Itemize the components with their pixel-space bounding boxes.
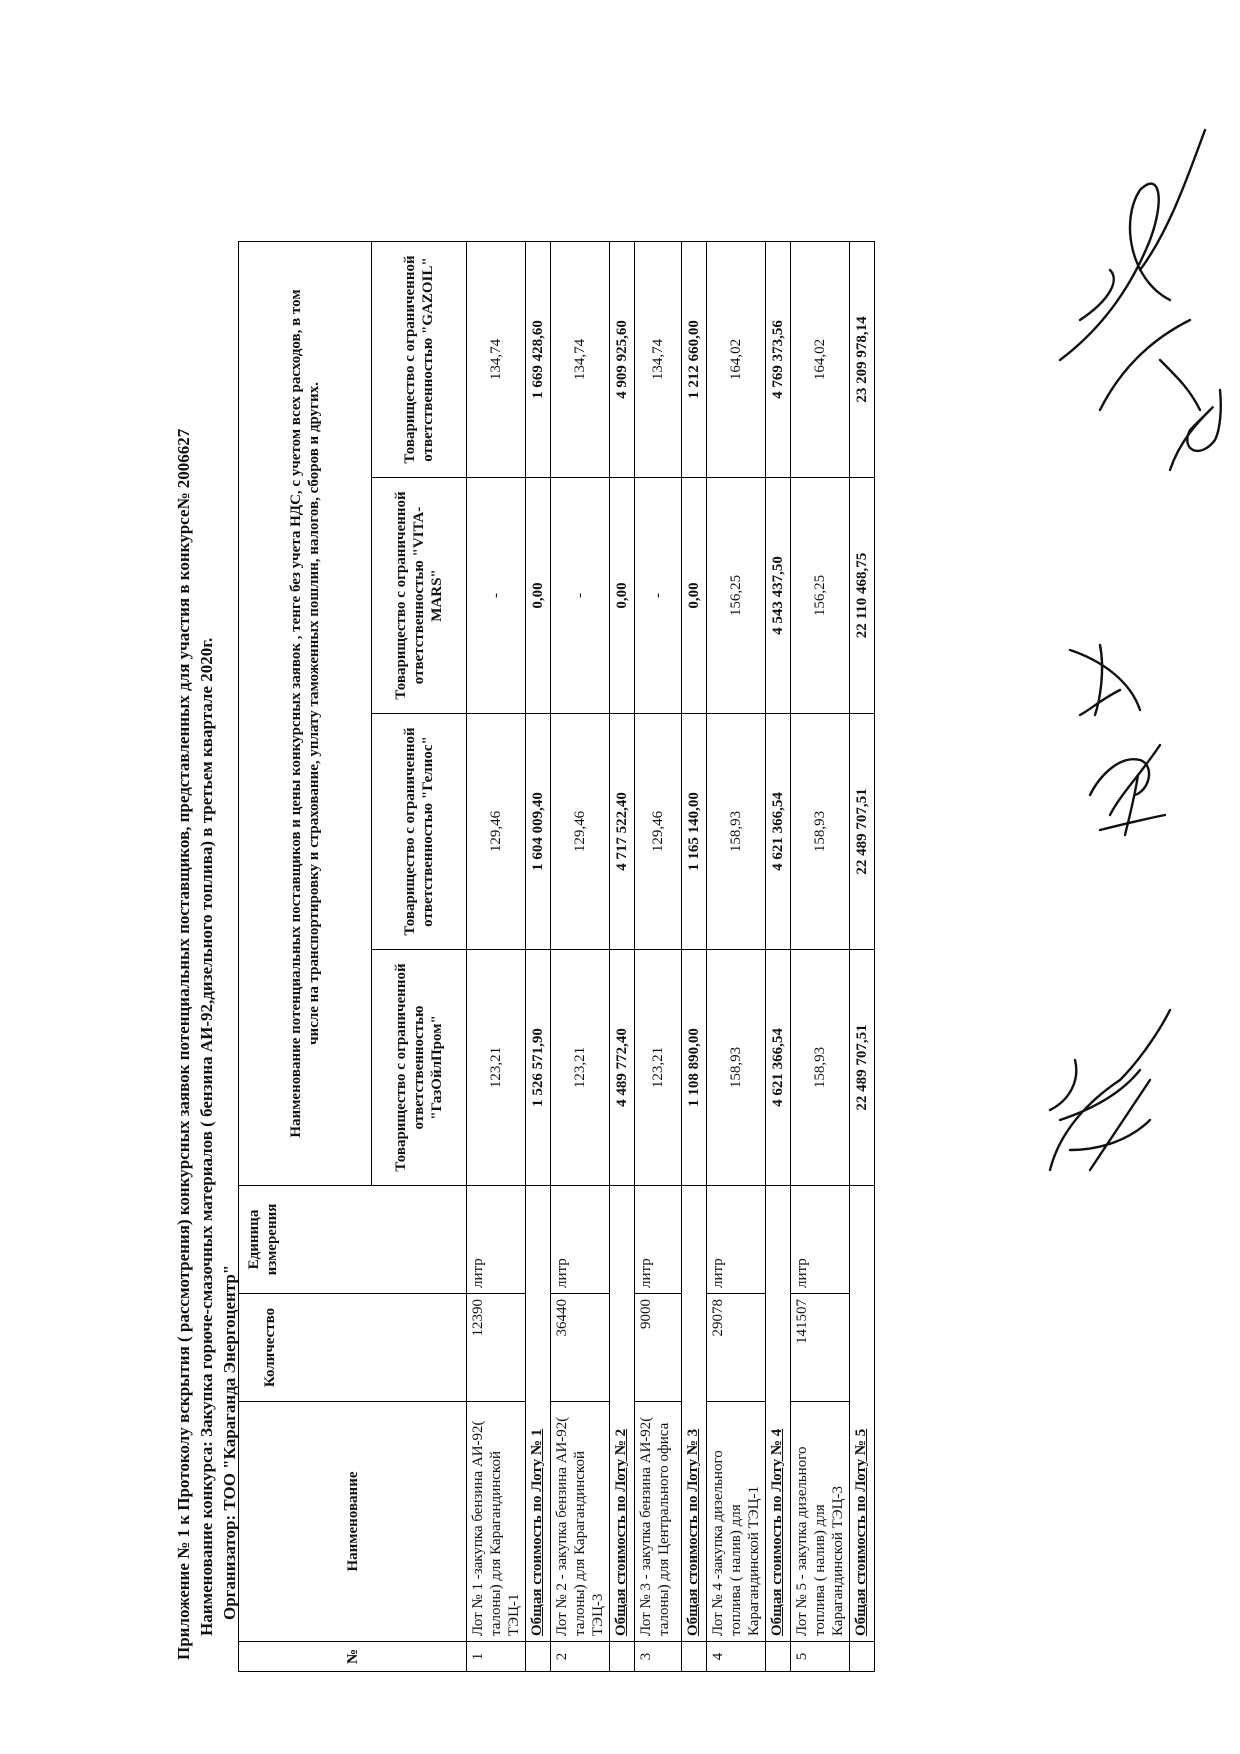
bids-table [238, 241, 875, 1672]
price-cell: 123,21 [467, 950, 526, 1186]
total-cell: 0,00 [526, 478, 551, 714]
col-header-unit: Единица измерения [239, 1186, 467, 1294]
total-cell: 4 717 522,40 [610, 714, 635, 950]
price-cell: - [635, 478, 682, 714]
col-header-no: № [239, 1642, 467, 1672]
row-qty: 9000 [635, 1294, 682, 1402]
price-cell: 129,46 [467, 714, 526, 950]
total-label: Общая стоимость по Лоту № 5 [850, 1186, 875, 1642]
total-cell: 0,00 [610, 478, 635, 714]
total-cell: 4 489 772,40 [610, 950, 635, 1186]
row-qty: 12390 [467, 1294, 526, 1402]
price-cell: 158,93 [707, 714, 766, 950]
total-cell: 1 604 009,40 [526, 714, 551, 950]
col-header-supplier-1: Товарищество с ограниченной ответственностью "ГазОйлПром" [372, 950, 467, 1186]
table-row-total-2 [610, 242, 635, 1672]
price-cell: - [551, 478, 610, 714]
table-row-lot-4 [707, 242, 766, 1672]
total-cell: 22 489 707,51 [850, 714, 875, 950]
col-header-supplier-2: Товарищество с ограниченной ответственностью "Гелиос" [372, 714, 467, 950]
row-qty: 141507 [791, 1294, 850, 1402]
price-cell: 164,02 [707, 242, 766, 478]
total-cell: 0,00 [682, 478, 707, 714]
price-cell: 134,74 [551, 242, 610, 478]
table-row-total-4 [766, 242, 791, 1672]
total-cell: 1 212 660,00 [682, 242, 707, 478]
total-label: Общая стоимость по Лоту № 4 [766, 1186, 791, 1642]
table-row-lot-3 [635, 242, 682, 1672]
total-cell: 4 543 437,50 [766, 478, 791, 714]
price-cell: 123,21 [551, 950, 610, 1186]
signature-3 [1060, 640, 1150, 720]
col-header-suppliers-group: Наименование потенциальных поставщиков и цены конкурсных заявок , тенге без учета НДС, с учетом всех расходов, в том числе на транспортировку и страхование, уплату таможенных пошлин, налогов, сборов и других. [239, 242, 372, 1186]
price-cell: - [467, 478, 526, 714]
row-name: Лот № 2 - закупка бензина АИ-92( талоны) для Карагандинской ТЭЦ-3 [551, 1402, 610, 1642]
price-cell: 134,74 [635, 242, 682, 478]
row-qty: 29078 [707, 1294, 766, 1402]
col-header-supplier-3: Товарищество с ограниченной ответственностью "VITA-MARS" [372, 478, 467, 714]
total-cell: 1 669 428,60 [526, 242, 551, 478]
col-header-supplier-4: Товарищество с ограниченной ответственностью "GAZOIL" [372, 242, 467, 478]
price-cell: 158,93 [707, 950, 766, 1186]
total-cell: 1 108 890,00 [682, 950, 707, 1186]
row-unit: литр [791, 1186, 850, 1294]
total-cell: 4 621 366,54 [766, 714, 791, 950]
row-no: 4 [707, 1642, 766, 1672]
price-cell: 129,46 [551, 714, 610, 950]
total-cell: 1 526 571,90 [526, 950, 551, 1186]
row-unit: литр [467, 1186, 526, 1294]
table-row-lot-5 [791, 242, 850, 1672]
table-row-lot-1 [467, 242, 526, 1672]
price-cell: 164,02 [791, 242, 850, 478]
total-cell: 23 209 978,14 [850, 242, 875, 478]
header-line-tender-name: Наименование конкурса: Закупка горюче-смазочных материалов ( бензина АИ-92,дизельного топлива) в третьем квартале 2020г. [197, 637, 216, 1636]
signature-5 [1030, 1000, 1180, 1190]
row-unit: литр [707, 1186, 766, 1294]
header-line-appendix: Приложение № 1 к Протоколу вскрытия ( рассмотрения) конкурсных заявок потенциальных поставщиков, представленных для участия в конкурсе№ 2006627 [174, 428, 193, 1660]
row-name: Лот № 3 - закупка бензина АИ-92( талоны) для Центрального офиса [635, 1402, 682, 1642]
price-cell: 134,74 [467, 242, 526, 478]
total-label: Общая стоимость по Лоту № 1 [526, 1186, 551, 1642]
row-name: Лот № 4 -закупка дизельного топлива ( налив) для Карагандинской ТЭЦ-1 [707, 1402, 766, 1642]
table-row-lot-2 [551, 242, 610, 1672]
row-name: Лот № 1 -закупка бензина АИ-92( талоны) для Карагандинской ТЭЦ-1 [467, 1402, 526, 1642]
table-row-total-5 [850, 242, 875, 1672]
total-cell: 4 769 373,56 [766, 242, 791, 478]
row-qty: 36440 [551, 1294, 610, 1402]
row-unit: литр [551, 1186, 610, 1294]
row-no: 3 [635, 1642, 682, 1672]
row-no: 5 [791, 1642, 850, 1672]
price-cell: 158,93 [791, 714, 850, 950]
total-cell: 22 489 707,51 [850, 950, 875, 1186]
header-line-organizer: Организатор: ТОО "Караганда Энергоцентр" [220, 1264, 239, 1620]
row-name: Лот № 5 - закупка дизельного топлива ( налив) для Карагандинской ТЭЦ-3 [791, 1402, 850, 1642]
row-no: 1 [467, 1642, 526, 1672]
table-row-total-3 [682, 242, 707, 1672]
price-cell: 156,25 [707, 478, 766, 714]
total-cell: 4 621 366,54 [766, 950, 791, 1186]
signature-4 [1080, 735, 1170, 845]
col-header-name: Наименование [239, 1402, 467, 1642]
price-cell: 129,46 [635, 714, 682, 950]
col-header-qty: Количество [239, 1294, 467, 1402]
table-row-total-1 [526, 242, 551, 1672]
price-cell: 158,93 [791, 950, 850, 1186]
row-no: 2 [551, 1642, 610, 1672]
document-header [172, 160, 241, 1660]
total-cell: 4 909 925,60 [610, 242, 635, 478]
total-cell: 1 165 140,00 [682, 714, 707, 950]
row-unit: литр [635, 1186, 682, 1294]
total-label: Общая стоимость по Лоту № 2 [610, 1186, 635, 1642]
price-cell: 123,21 [635, 950, 682, 1186]
total-cell: 22 110 468,75 [850, 478, 875, 714]
signature-2 [1160, 380, 1230, 480]
price-cell: 156,25 [791, 478, 850, 714]
total-label: Общая стоимость по Лоту № 3 [682, 1186, 707, 1642]
